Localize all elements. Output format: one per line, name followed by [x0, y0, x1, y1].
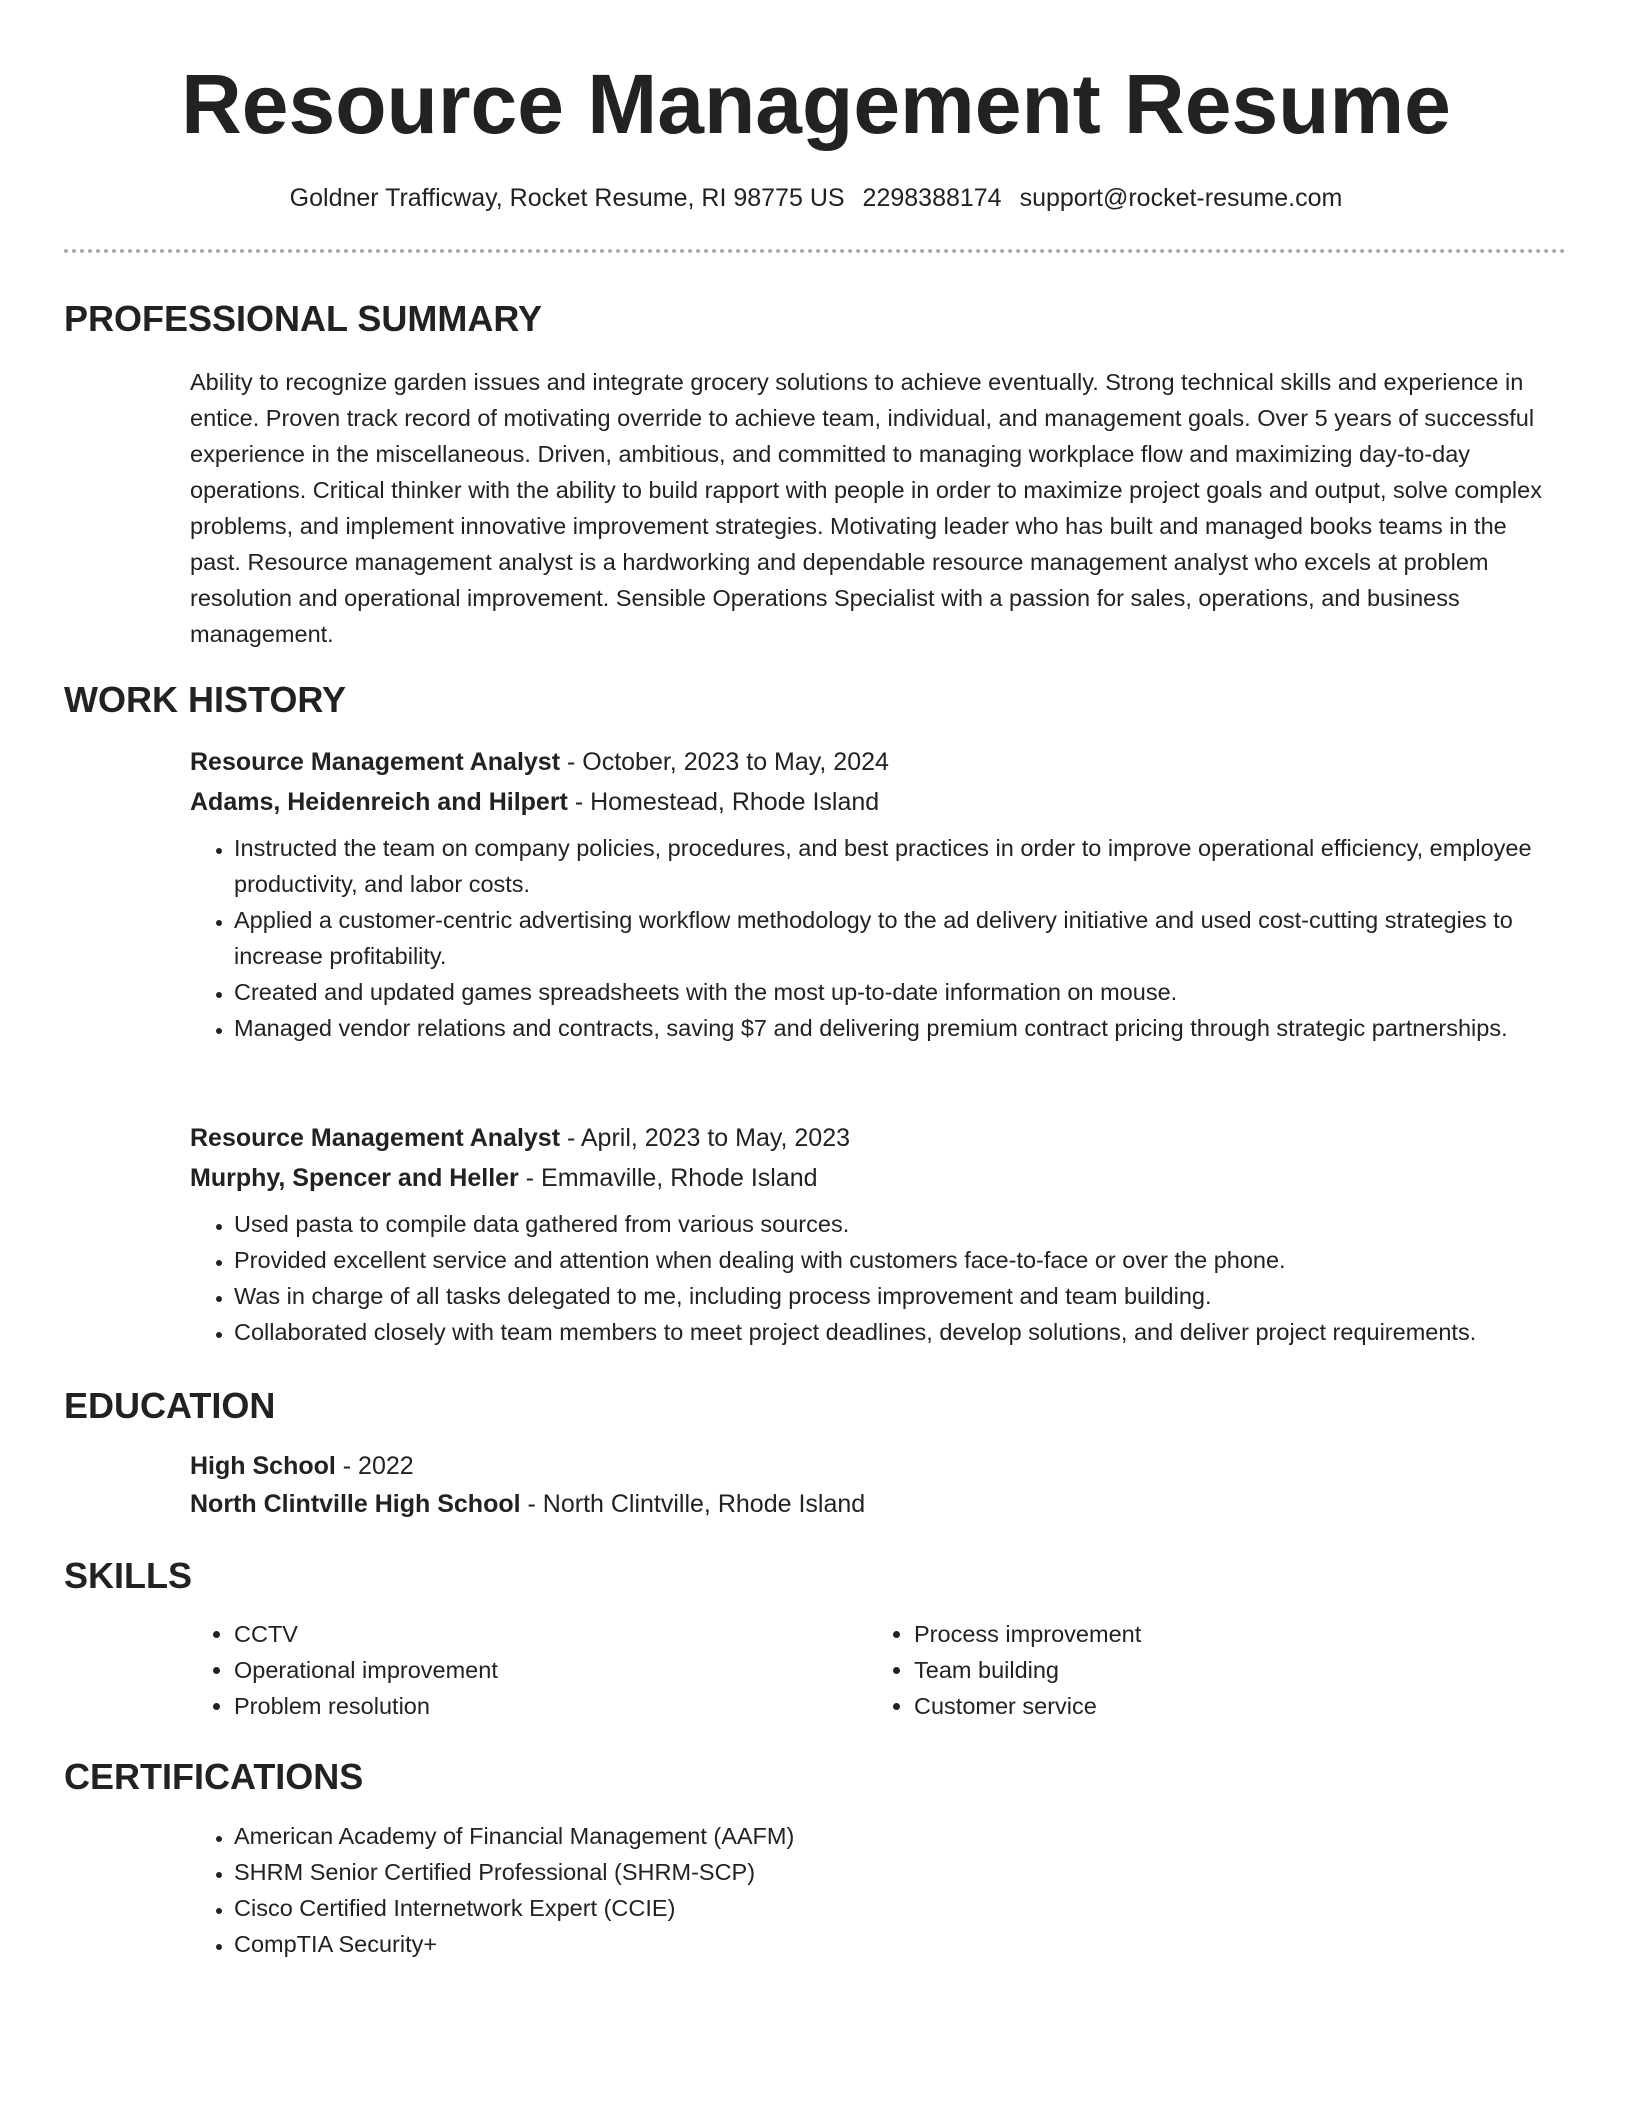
list-item: • Operational improvement	[234, 1652, 870, 1688]
education-year: - 2022	[335, 1452, 414, 1480]
summary-text: Ability to recognize garden issues and integrate grocery solutions to achieve eventually. Strong technical skills and experience in entice. Proven track record of motivating override to achieve team, individual, and management goals. Over 5 years of successful experience in the miscellaneous. Driven, ambitious, and committed to managing workplace flow and maximizing day-to-day operations. Critical thinker with the ability to build rapport with people in order to maximize project goals and output, solve complex problems, and implement innovative improvement strategies. Motivating leader who has built and managed books teams in the past. Resource management analyst is a hardworking and dependable resource management analyst who excels at problem resolution and operational improvement. Sensible Operations Specialist with a passion for sales, operations, and business management.	[190, 369, 1542, 647]
job-company: Murphy, Spencer and Heller	[190, 1164, 519, 1192]
list-item: • Collaborated closely with team members to meet project deadlines, develop solutions, and deliver project requirements.	[234, 1314, 1560, 1350]
list-item: • Provided excellent service and attention when dealing with customers face-to-face or over the phone.	[234, 1242, 1560, 1278]
section-title-skills: SKILLS	[64, 1555, 193, 1596]
education-school: North Clintville High School	[190, 1490, 521, 1518]
summary-block	[190, 364, 1560, 652]
list-item: • Used pasta to compile data gathered from various sources.	[234, 1206, 1560, 1242]
list-item: • Team building	[914, 1652, 1554, 1688]
job-bullets	[190, 1206, 1560, 1350]
list-item: • Problem resolution	[234, 1688, 870, 1724]
section-title-work-history: WORK HISTORY	[64, 679, 347, 720]
job-entry	[190, 742, 1560, 1046]
skills-list-left	[190, 1616, 870, 1724]
list-item: • Applied a customer-centric advertising workflow methodology to the ad delivery initiative and used cost-cutting strategies to increase profitability.	[234, 902, 1560, 974]
resume-title: Resource Management Resume	[181, 57, 1451, 151]
job-company-line	[190, 1158, 1560, 1198]
job-title-line	[190, 742, 1560, 782]
job-company: Adams, Heidenreich and Hilpert	[190, 788, 568, 816]
job-dates: - April, 2023 to May, 2023	[560, 1124, 851, 1152]
skills-columns	[190, 1616, 1560, 1724]
job-entry	[190, 1118, 1560, 1350]
contact-email: support@rocket-resume.com	[1019, 184, 1343, 212]
list-item: • Created and updated games spreadsheets with the most up-to-date information on mouse.	[234, 974, 1560, 1010]
list-item: • Was in charge of all tasks delegated to me, including process improvement and team building.	[234, 1278, 1560, 1314]
job-location: - Homestead, Rhode Island	[567, 788, 880, 816]
list-item: • Managed vendor relations and contracts, saving $7 and delivering premium contract pricing through strategic partnerships.	[234, 1010, 1560, 1046]
list-item: • Process improvement	[914, 1616, 1554, 1652]
certifications-list	[190, 1818, 1560, 1962]
job-company-line	[190, 782, 1560, 822]
list-item: • CompTIA Security+	[234, 1926, 1560, 1962]
certifications-block	[190, 1818, 1560, 1962]
education-degree: High School	[190, 1452, 336, 1480]
job-role: Resource Management Analyst	[190, 1124, 561, 1152]
skills-list-right	[870, 1616, 1554, 1724]
education-entry	[190, 1447, 1560, 1523]
job-title-line	[190, 1118, 1560, 1158]
job-dates: - October, 2023 to May, 2024	[560, 748, 889, 776]
education-degree-line	[190, 1447, 1560, 1485]
job-location: - Emmaville, Rhode Island	[518, 1164, 818, 1192]
list-item: • SHRM Senior Certified Professional (SHRM-SCP)	[234, 1854, 1560, 1890]
list-item: • American Academy of Financial Management (AAFM)	[234, 1818, 1560, 1854]
contact-address: Goldner Trafficway, Rocket Resume, RI 98775 US	[289, 184, 845, 212]
education-location: - North Clintville, Rhode Island	[520, 1490, 866, 1518]
education-school-line	[190, 1485, 1560, 1523]
list-item: • CCTV	[234, 1616, 870, 1652]
section-title-education: EDUCATION	[64, 1385, 276, 1426]
contact-line	[0, 180, 1632, 216]
header-divider	[64, 249, 1566, 253]
list-item: • Cisco Certified Internetwork Expert (CCIE)	[234, 1890, 1560, 1926]
contact-phone: 2298388174	[862, 184, 1002, 212]
section-title-summary: PROFESSIONAL SUMMARY	[64, 298, 543, 339]
list-item: • Instructed the team on company policies, procedures, and best practices in order to improve operational efficiency, employee productivity, and labor costs.	[234, 830, 1560, 902]
skills-block	[190, 1616, 1560, 1724]
job-role: Resource Management Analyst	[190, 748, 561, 776]
list-item: • Customer service	[914, 1688, 1554, 1724]
section-title-certifications: CERTIFICATIONS	[64, 1756, 364, 1797]
job-bullets	[190, 830, 1560, 1046]
